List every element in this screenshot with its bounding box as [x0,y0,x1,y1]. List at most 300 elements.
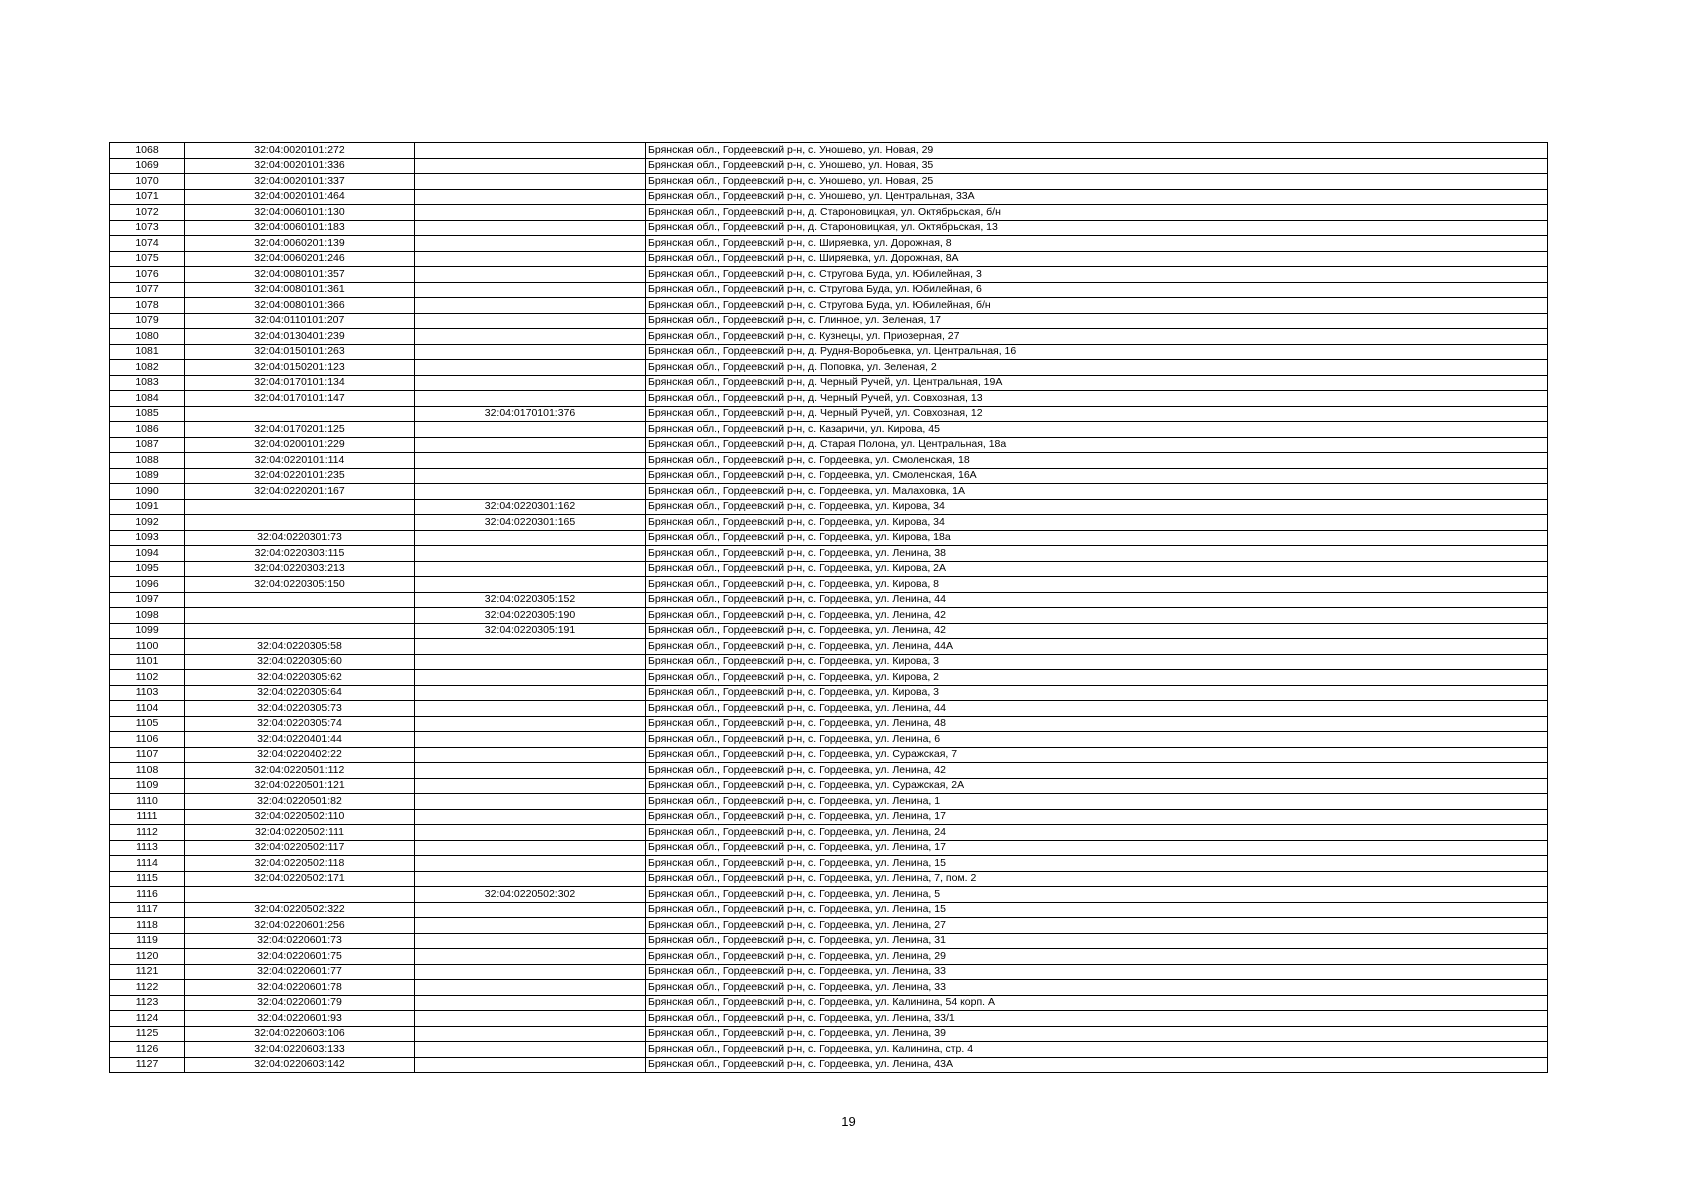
cadastral-number-cell [185,592,415,608]
table-row [110,375,1548,391]
cadastral-number-alt-cell [415,701,646,717]
row-number-cell: 1119 [110,933,185,949]
address-cell: Брянская обл., Гордеевский р-н, с. Гордеевка, ул. Ленина, 7, пом. 2 [646,871,1548,887]
address-cell: Брянская обл., Гордеевский р-н, с. Уношево, ул. Новая, 29 [646,143,1548,159]
cadastral-number-alt-cell: 32:04:0220301:162 [415,499,646,515]
row-number-cell: 1101 [110,654,185,670]
row-number-cell: 1094 [110,546,185,562]
cadastral-number-alt-cell [415,236,646,252]
cadastral-number-cell: 32:04:0220502:171 [185,871,415,887]
cadastral-number-alt-cell [415,561,646,577]
address-cell: Брянская обл., Гордеевский р-н, с. Кузнецы, ул. Приозерная, 27 [646,329,1548,345]
row-number-cell: 1098 [110,608,185,624]
table-row [110,670,1548,686]
cadastral-number-cell: 32:04:0220101:235 [185,468,415,484]
page-number: 19 [841,1114,856,1129]
table-row [110,1026,1548,1042]
address-cell: Брянская обл., Гордеевский р-н, с. Гордеевка, ул. Ленина, 15 [646,902,1548,918]
cadastral-number-alt-cell [415,437,646,453]
cadastral-number-cell: 32:04:0220501:112 [185,763,415,779]
cadastral-number-cell: 32:04:0220601:75 [185,949,415,965]
row-number-cell: 1127 [110,1057,185,1073]
address-cell: Брянская обл., Гордеевский р-н, с. Гордеевка, ул. Ленина, 29 [646,949,1548,965]
row-number-cell: 1093 [110,530,185,546]
cadastral-number-cell: 32:04:0220401:44 [185,732,415,748]
table-row [110,329,1548,345]
cadastral-number-alt-cell [415,375,646,391]
address-cell: Брянская обл., Гордеевский р-н, с. Гордеевка, ул. Ленина, 44А [646,639,1548,655]
address-cell: Брянская обл., Гордеевский р-н, с. Гордеевка, ул. Ленина, 42 [646,608,1548,624]
cadastral-number-cell: 32:04:0020101:336 [185,158,415,174]
row-number-cell: 1095 [110,561,185,577]
address-cell: Брянская обл., Гордеевский р-н, с. Гордеевка, ул. Кирова, 2 [646,670,1548,686]
cadastral-number-alt-cell [415,189,646,205]
table-row [110,515,1548,531]
address-cell: Брянская обл., Гордеевский р-н, д. Поповка, ул. Зеленая, 2 [646,360,1548,376]
cadastral-number-alt-cell [415,670,646,686]
row-number-cell: 1091 [110,499,185,515]
row-number-cell: 1100 [110,639,185,655]
address-cell: Брянская обл., Гордеевский р-н, с. Гордеевка, ул. Смоленская, 16А [646,468,1548,484]
address-cell: Брянская обл., Гордеевский р-н, с. Гордеевка, ул. Кирова, 34 [646,499,1548,515]
cadastral-number-alt-cell [415,282,646,298]
cadastral-number-cell: 32:04:0020101:337 [185,174,415,190]
table-row [110,716,1548,732]
cadastral-number-alt-cell [415,995,646,1011]
cadastral-number-alt-cell [415,220,646,236]
table-row [110,577,1548,593]
row-number-cell: 1073 [110,220,185,236]
cadastral-number-cell: 32:04:0220502:117 [185,840,415,856]
cadastral-number-cell: 32:04:0220402:22 [185,747,415,763]
address-cell: Брянская обл., Гордеевский р-н, с. Гордеевка, ул. Ленина, 6 [646,732,1548,748]
cadastral-number-alt-cell [415,949,646,965]
address-cell: Брянская обл., Гордеевский р-н, с. Гордеевка, ул. Ленина, 33 [646,980,1548,996]
table-row [110,732,1548,748]
table-row [110,639,1548,655]
table-row [110,685,1548,701]
cadastral-number-cell: 32:04:0220502:322 [185,902,415,918]
cadastral-number-alt-cell [415,158,646,174]
address-cell: Брянская обл., Гордеевский р-н, с. Гордеевка, ул. Смоленская, 18 [646,453,1548,469]
table-row [110,406,1548,422]
address-cell: Брянская обл., Гордеевский р-н, с. Уношево, ул. Новая, 25 [646,174,1548,190]
address-cell: Брянская обл., Гордеевский р-н, с. Ширяевка, ул. Дорожная, 8 [646,236,1548,252]
cadastral-number-alt-cell [415,639,646,655]
cadastral-number-alt-cell [415,980,646,996]
row-number-cell: 1080 [110,329,185,345]
address-cell: Брянская обл., Гордеевский р-н, с. Уношево, ул. Новая, 35 [646,158,1548,174]
cadastral-number-cell: 32:04:0080101:366 [185,298,415,314]
table-row [110,344,1548,360]
row-number-cell: 1105 [110,716,185,732]
cadastral-number-alt-cell [415,484,646,500]
cadastral-number-cell: 32:04:0220305:58 [185,639,415,655]
address-cell: Брянская обл., Гордеевский р-н, с. Стругова Буда, ул. Юбилейная, 3 [646,267,1548,283]
table-row [110,484,1548,500]
table-row [110,530,1548,546]
cadastral-number-cell: 32:04:0220305:60 [185,654,415,670]
row-number-cell: 1123 [110,995,185,1011]
cadastral-number-alt-cell [415,1057,646,1073]
cadastral-number-cell: 32:04:0170201:125 [185,422,415,438]
table-row [110,592,1548,608]
address-cell: Брянская обл., Гордеевский р-н, с. Гордеевка, ул. Ленина, 5 [646,887,1548,903]
cadastral-number-alt-cell [415,778,646,794]
cadastral-number-alt-cell [415,1011,646,1027]
table-row [110,809,1548,825]
address-cell: Брянская обл., Гордеевский р-н, с. Гордеевка, ул. Ленина, 17 [646,809,1548,825]
table-row [110,437,1548,453]
table-row [110,654,1548,670]
cadastral-number-cell [185,887,415,903]
cadastral-number-alt-cell [415,1042,646,1058]
cadastral-number-cell: 32:04:0110101:207 [185,313,415,329]
cadastral-number-cell: 32:04:0130401:239 [185,329,415,345]
address-cell: Брянская обл., Гордеевский р-н, с. Ширяевка, ул. Дорожная, 8А [646,251,1548,267]
cadastral-number-alt-cell [415,809,646,825]
address-cell: Брянская обл., Гордеевский р-н, с. Гордеевка, ул. Кирова, 34 [646,515,1548,531]
cadastral-number-cell: 32:04:0170101:134 [185,375,415,391]
cadastral-number-cell: 32:04:0220201:167 [185,484,415,500]
cadastral-number-alt-cell [415,468,646,484]
cadastral-number-cell: 32:04:0220502:118 [185,856,415,872]
row-number-cell: 1069 [110,158,185,174]
cadastral-number-alt-cell [415,422,646,438]
table-body [110,143,1548,1073]
cadastral-number-alt-cell: 32:04:0170101:376 [415,406,646,422]
cadastral-number-alt-cell [415,143,646,159]
table-row [110,251,1548,267]
table-row [110,902,1548,918]
row-number-cell: 1099 [110,623,185,639]
cadastral-number-alt-cell: 32:04:0220305:190 [415,608,646,624]
row-number-cell: 1071 [110,189,185,205]
address-cell: Брянская обл., Гордеевский р-н, с. Гордеевка, ул. Ленина, 31 [646,933,1548,949]
cadastral-number-cell [185,608,415,624]
address-cell: Брянская обл., Гордеевский р-н, с. Уношево, ул. Центральная, 33А [646,189,1548,205]
cadastral-number-alt-cell [415,840,646,856]
row-number-cell: 1087 [110,437,185,453]
cadastral-number-cell: 32:04:0220101:114 [185,453,415,469]
cadastral-number-alt-cell [415,344,646,360]
cadastral-number-alt-cell [415,716,646,732]
address-cell: Брянская обл., Гордеевский р-н, с. Гордеевка, ул. Кирова, 2А [646,561,1548,577]
address-cell: Брянская обл., Гордеевский р-н, с. Стругова Буда, ул. Юбилейная, 6 [646,282,1548,298]
cadastral-number-cell: 32:04:0220601:93 [185,1011,415,1027]
address-cell: Брянская обл., Гордеевский р-н, с. Гордеевка, ул. Ленина, 42 [646,763,1548,779]
table-row [110,763,1548,779]
cadastral-number-cell: 32:04:0080101:357 [185,267,415,283]
table-row [110,825,1548,841]
cadastral-number-alt-cell [415,453,646,469]
row-number-cell: 1117 [110,902,185,918]
table-row [110,236,1548,252]
cadastral-number-cell: 32:04:0220305:150 [185,577,415,593]
row-number-cell: 1108 [110,763,185,779]
row-number-cell: 1089 [110,468,185,484]
cadastral-number-alt-cell [415,530,646,546]
row-number-cell: 1106 [110,732,185,748]
table-row [110,391,1548,407]
address-cell: Брянская обл., Гордеевский р-н, с. Гордеевка, ул. Ленина, 27 [646,918,1548,934]
table-row [110,1042,1548,1058]
row-number-cell: 1124 [110,1011,185,1027]
address-cell: Брянская обл., Гордеевский р-н, с. Гордеевка, ул. Ленина, 43А [646,1057,1548,1073]
cadastral-number-cell: 32:04:0060201:246 [185,251,415,267]
row-number-cell: 1114 [110,856,185,872]
row-number-cell: 1085 [110,406,185,422]
cadastral-number-cell [185,515,415,531]
cadastral-number-cell: 32:04:0220601:79 [185,995,415,1011]
address-cell: Брянская обл., Гордеевский р-н, с. Гордеевка, ул. Ленина, 44 [646,592,1548,608]
row-number-cell: 1086 [110,422,185,438]
row-number-cell: 1103 [110,685,185,701]
address-cell: Брянская обл., Гордеевский р-н, с. Глинное, ул. Зеленая, 17 [646,313,1548,329]
cadastral-number-cell: 32:04:0150101:263 [185,344,415,360]
row-number-cell: 1107 [110,747,185,763]
address-cell: Брянская обл., Гордеевский р-н, с. Гордеевка, ул. Калинина, 54 корп. А [646,995,1548,1011]
row-number-cell: 1102 [110,670,185,686]
row-number-cell: 1126 [110,1042,185,1058]
cadastral-number-cell: 32:04:0220305:73 [185,701,415,717]
table-row [110,453,1548,469]
table-row [110,360,1548,376]
cadastral-number-alt-cell [415,298,646,314]
address-cell: Брянская обл., Гордеевский р-н, с. Гордеевка, ул. Ленина, 1 [646,794,1548,810]
cadastral-number-alt-cell [415,391,646,407]
row-number-cell: 1125 [110,1026,185,1042]
row-number-cell: 1088 [110,453,185,469]
row-number-cell: 1074 [110,236,185,252]
cadastral-number-cell: 32:04:0220603:142 [185,1057,415,1073]
cadastral-number-cell: 32:04:0220603:133 [185,1042,415,1058]
cadastral-number-alt-cell [415,856,646,872]
table-row [110,174,1548,190]
address-cell: Брянская обл., Гордеевский р-н, д. Рудня-Воробьевка, ул. Центральная, 16 [646,344,1548,360]
cadastral-number-cell: 32:04:0220305:74 [185,716,415,732]
row-number-cell: 1110 [110,794,185,810]
row-number-cell: 1104 [110,701,185,717]
table-row [110,205,1548,221]
table-row [110,778,1548,794]
table-row [110,980,1548,996]
address-cell: Брянская обл., Гордеевский р-н, д. Черный Ручей, ул. Центральная, 19А [646,375,1548,391]
row-number-cell: 1092 [110,515,185,531]
table-row [110,298,1548,314]
address-cell: Брянская обл., Гордеевский р-н, с. Гордеевка, ул. Суражская, 7 [646,747,1548,763]
address-cell: Брянская обл., Гордеевский р-н, с. Гордеевка, ул. Ленина, 44 [646,701,1548,717]
table-row [110,561,1548,577]
row-number-cell: 1081 [110,344,185,360]
cadastral-number-cell: 32:04:0220305:64 [185,685,415,701]
address-cell: Брянская обл., Гордеевский р-н, д. Черный Ручей, ул. Совхозная, 13 [646,391,1548,407]
row-number-cell: 1090 [110,484,185,500]
cadastral-number-alt-cell [415,918,646,934]
table-row [110,282,1548,298]
address-cell: Брянская обл., Гордеевский р-н, с. Гордеевка, ул. Ленина, 48 [646,716,1548,732]
row-number-cell: 1072 [110,205,185,221]
cadastral-number-cell: 32:04:0020101:272 [185,143,415,159]
table-row [110,143,1548,159]
cadastral-number-alt-cell [415,763,646,779]
address-cell: Брянская обл., Гордеевский р-н, с. Гордеевка, ул. Ленина, 24 [646,825,1548,841]
cadastral-number-alt-cell: 32:04:0220301:165 [415,515,646,531]
table-row [110,949,1548,965]
row-number-cell: 1115 [110,871,185,887]
cadastral-number-cell: 32:04:0220601:78 [185,980,415,996]
cadastral-number-alt-cell [415,205,646,221]
cadastral-number-alt-cell [415,174,646,190]
cadastral-number-cell: 32:04:0220501:82 [185,794,415,810]
cadastral-number-cell: 32:04:0220303:115 [185,546,415,562]
row-number-cell: 1083 [110,375,185,391]
row-number-cell: 1078 [110,298,185,314]
table-row [110,918,1548,934]
address-cell: Брянская обл., Гордеевский р-н, с. Гордеевка, ул. Кирова, 3 [646,685,1548,701]
cadastral-number-alt-cell [415,329,646,345]
row-number-cell: 1120 [110,949,185,965]
table-row [110,623,1548,639]
cadastral-number-cell: 32:04:0220502:111 [185,825,415,841]
cadastral-number-alt-cell [415,251,646,267]
cadastral-number-alt-cell: 32:04:0220305:191 [415,623,646,639]
property-table [109,142,1548,1073]
cadastral-number-alt-cell [415,794,646,810]
address-cell: Брянская обл., Гордеевский р-н, с. Казаричи, ул. Кирова, 45 [646,422,1548,438]
address-cell: Брянская обл., Гордеевский р-н, д. Староновицкая, ул. Октябрьская, б/н [646,205,1548,221]
row-number-cell: 1121 [110,964,185,980]
row-number-cell: 1076 [110,267,185,283]
table-row [110,468,1548,484]
address-cell: Брянская обл., Гордеевский р-н, с. Гордеевка, ул. Ленина, 42 [646,623,1548,639]
table-row [110,747,1548,763]
cadastral-number-cell: 32:04:0060101:183 [185,220,415,236]
table-row [110,499,1548,515]
address-cell: Брянская обл., Гордеевский р-н, с. Гордеевка, ул. Ленина, 33/1 [646,1011,1548,1027]
table-row [110,422,1548,438]
table-row [110,887,1548,903]
cadastral-number-alt-cell [415,732,646,748]
cadastral-number-cell: 32:04:0150201:123 [185,360,415,376]
address-cell: Брянская обл., Гордеевский р-н, с. Гордеевка, ул. Ленина, 17 [646,840,1548,856]
cadastral-number-alt-cell [415,546,646,562]
row-number-cell: 1082 [110,360,185,376]
address-cell: Брянская обл., Гордеевский р-н, с. Гордеевка, ул. Малаховка, 1А [646,484,1548,500]
row-number-cell: 1113 [110,840,185,856]
cadastral-number-alt-cell [415,964,646,980]
cadastral-number-cell: 32:04:0220501:121 [185,778,415,794]
cadastral-number-cell [185,623,415,639]
address-cell: Брянская обл., Гордеевский р-н, с. Гордеевка, ул. Ленина, 33 [646,964,1548,980]
address-cell: Брянская обл., Гордеевский р-н, с. Гордеевка, ул. Кирова, 3 [646,654,1548,670]
row-number-cell: 1077 [110,282,185,298]
cadastral-number-cell: 32:04:0220601:77 [185,964,415,980]
cadastral-number-cell: 32:04:0220305:62 [185,670,415,686]
address-cell: Брянская обл., Гордеевский р-н, с. Гордеевка, ул. Кирова, 8 [646,577,1548,593]
table-row [110,794,1548,810]
cadastral-number-alt-cell [415,685,646,701]
table-row [110,964,1548,980]
row-number-cell: 1116 [110,887,185,903]
table-row [110,871,1548,887]
address-cell: Брянская обл., Гордеевский р-н, с. Гордеевка, ул. Ленина, 39 [646,1026,1548,1042]
table-row [110,313,1548,329]
cadastral-number-alt-cell: 32:04:0220502:302 [415,887,646,903]
cadastral-number-cell: 32:04:0220603:106 [185,1026,415,1042]
table-row [110,546,1548,562]
row-number-cell: 1079 [110,313,185,329]
cadastral-number-cell: 32:04:0220502:110 [185,809,415,825]
table-row [110,189,1548,205]
row-number-cell: 1084 [110,391,185,407]
cadastral-number-cell: 32:04:0200101:229 [185,437,415,453]
cadastral-number-cell: 32:04:0220303:213 [185,561,415,577]
cadastral-number-alt-cell [415,933,646,949]
table-row [110,701,1548,717]
cadastral-number-alt-cell [415,313,646,329]
table-row [110,267,1548,283]
table-row [110,220,1548,236]
cadastral-number-alt-cell [415,1026,646,1042]
address-cell: Брянская обл., Гордеевский р-н, с. Гордеевка, ул. Суражская, 2А [646,778,1548,794]
table-row [110,1057,1548,1073]
table-row [110,933,1548,949]
address-cell: Брянская обл., Гордеевский р-н, с. Гордеевка, ул. Ленина, 38 [646,546,1548,562]
row-number-cell: 1122 [110,980,185,996]
row-number-cell: 1109 [110,778,185,794]
cadastral-number-cell: 32:04:0170101:147 [185,391,415,407]
row-number-cell: 1075 [110,251,185,267]
table-row [110,158,1548,174]
cadastral-number-alt-cell [415,360,646,376]
table-row [110,840,1548,856]
address-cell: Брянская обл., Гордеевский р-н, д. Черный Ручей, ул. Совхозная, 12 [646,406,1548,422]
cadastral-number-alt-cell [415,747,646,763]
row-number-cell: 1111 [110,809,185,825]
cadastral-number-alt-cell [415,902,646,918]
address-cell: Брянская обл., Гордеевский р-н, с. Гордеевка, ул. Ленина, 15 [646,856,1548,872]
table-row [110,856,1548,872]
cadastral-number-cell: 32:04:0220601:256 [185,918,415,934]
address-cell: Брянская обл., Гордеевский р-н, с. Гордеевка, ул. Калинина, стр. 4 [646,1042,1548,1058]
cadastral-number-cell [185,406,415,422]
row-number-cell: 1068 [110,143,185,159]
cadastral-number-cell: 32:04:0020101:464 [185,189,415,205]
cadastral-number-alt-cell: 32:04:0220305:152 [415,592,646,608]
cadastral-number-cell: 32:04:0080101:361 [185,282,415,298]
row-number-cell: 1097 [110,592,185,608]
cadastral-number-cell: 32:04:0220601:73 [185,933,415,949]
cadastral-number-alt-cell [415,577,646,593]
table-row [110,995,1548,1011]
row-number-cell: 1070 [110,174,185,190]
cadastral-number-cell: 32:04:0220301:73 [185,530,415,546]
cadastral-number-alt-cell [415,871,646,887]
address-cell: Брянская обл., Гордеевский р-н, д. Староновицкая, ул. Октябрьская, 13 [646,220,1548,236]
cadastral-number-cell: 32:04:0060201:139 [185,236,415,252]
address-cell: Брянская обл., Гордеевский р-н, с. Стругова Буда, ул. Юбилейная, б/н [646,298,1548,314]
table-row [110,1011,1548,1027]
row-number-cell: 1118 [110,918,185,934]
address-cell: Брянская обл., Гордеевский р-н, д. Старая Полона, ул. Центральная, 18а [646,437,1548,453]
row-number-cell: 1096 [110,577,185,593]
address-cell: Брянская обл., Гордеевский р-н, с. Гордеевка, ул. Кирова, 18а [646,530,1548,546]
cadastral-number-cell [185,499,415,515]
cadastral-number-alt-cell [415,825,646,841]
cadastral-number-alt-cell [415,654,646,670]
cadastral-number-cell: 32:04:0060101:130 [185,205,415,221]
